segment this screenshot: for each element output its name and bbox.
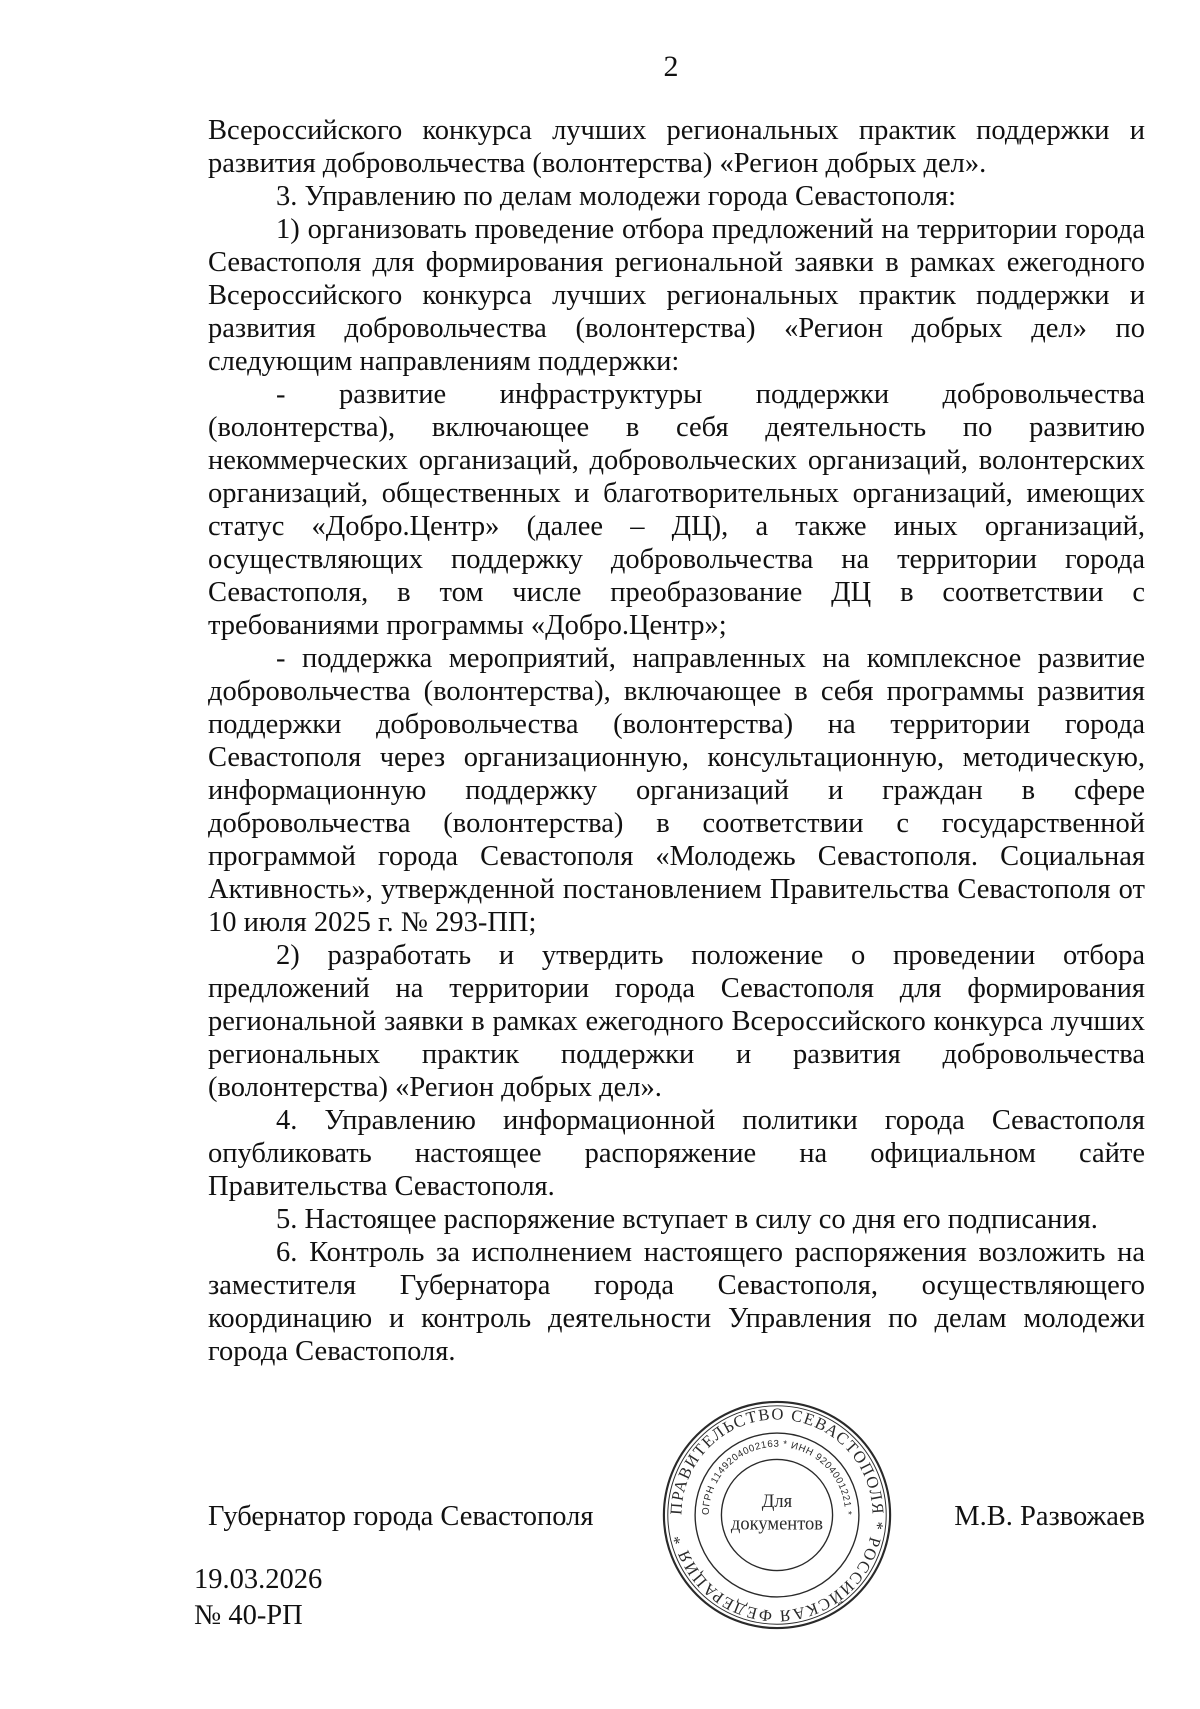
paragraph-bullet-events: - поддержка мероприятий, направленных на комплексное развитие добровольчества (волонтерства), включающее в себя программы развития поддержки добровольчества (волонтерства) на территории города Севастополя через организационную, консультационную, методическую, информационную поддержку организаций и граждан в сфере добровольчества (волонтерства) в соответствии с государственной программой города Севастополя «Молодежь Севастополя. Социальная Активность», утвержденной постановлением Правительства Севастополя от 10 июля 2025 г. № 293-ПП; [208, 643, 1145, 938]
paragraph-item-6: 6. Контроль за исполнением настоящего распоряжения возложить на заместителя Губернатора города Севастополя, осуществляющего координацию и контроль деятельности Управления по делам молодежи города Севастополя. [208, 1237, 1145, 1367]
paragraph-item-4: 4. Управлению информационной политики города Севастополя опубликовать настоящее распоряжение на официальном сайте Правительства Севастополя. [208, 1105, 1145, 1202]
seal-outer-textpath: ПРАВИТЕЛЬСТВО СЕВАСТОПОЛЯ * РОССИЙСКАЯ ФЕДЕРАЦИЯ * [666, 1404, 888, 1626]
signatory-name: М.В. Развожаев [954, 1501, 1145, 1532]
official-seal [660, 1398, 894, 1632]
paragraph-bullet-infrastructure: - развитие инфраструктуры поддержки добровольчества (волонтерства), включающее в себя деятельность по развитию некоммерческих организаций, добровольческих организаций, волонтерских организаций, общественных и благотворительных организаций, имеющих статус «Добро.Центр» (далее – ДЦ), а также иных организаций, осуществляющих поддержку добровольчества на территории города Севастополя, в том числе преобразование ДЦ в соответствии с требованиями программы «Добро.Центр»; [208, 379, 1145, 641]
seal-center-line-1: Для [761, 1491, 793, 1513]
seal-center-line-2: документов [730, 1513, 824, 1535]
document-registration [194, 1562, 322, 1634]
paragraph-item-5: 5. Настоящее распоряжение вступает в силу со дня его подписания. [276, 1204, 1098, 1235]
signatory-position: Губернатор города Севастополя [208, 1501, 594, 1532]
document-body [208, 114, 1145, 1368]
seal-inner-textpath: ОГРН 1149204002163 * ИНН 9204001221 * [700, 1438, 854, 1516]
paragraph-item-3-1: 1) организовать проведение отбора предложений на территории города Севастополя для формирования региональной заявки в рамках ежегодного Всероссийского конкурса лучших региональных практик поддержки и развития добровольчества (волонтерства) «Регион добрых дел» по следующим направлениям поддержки: [208, 214, 1145, 377]
document-number: № 40-РП [194, 1600, 303, 1631]
paragraph-continuation: Всероссийского конкурса лучших региональных практик поддержки и развития добровольчества (волонтерства) «Регион добрых дел». [208, 115, 1145, 179]
document-date: 19.03.2026 [194, 1564, 323, 1595]
paragraph-item-3-2: 2) разработать и утвердить положение о проведении отбора предложений на территории города Севастополя для формирования региональной заявки в рамках ежегодного Всероссийского конкурса лучших региональных практик поддержки и развития добровольчества (волонтерства) «Регион добрых дел». [208, 940, 1145, 1103]
page-number: 2 [663, 50, 679, 83]
paragraph-item-3: 3. Управлению по делам молодежи города Севастополя: [276, 181, 957, 212]
